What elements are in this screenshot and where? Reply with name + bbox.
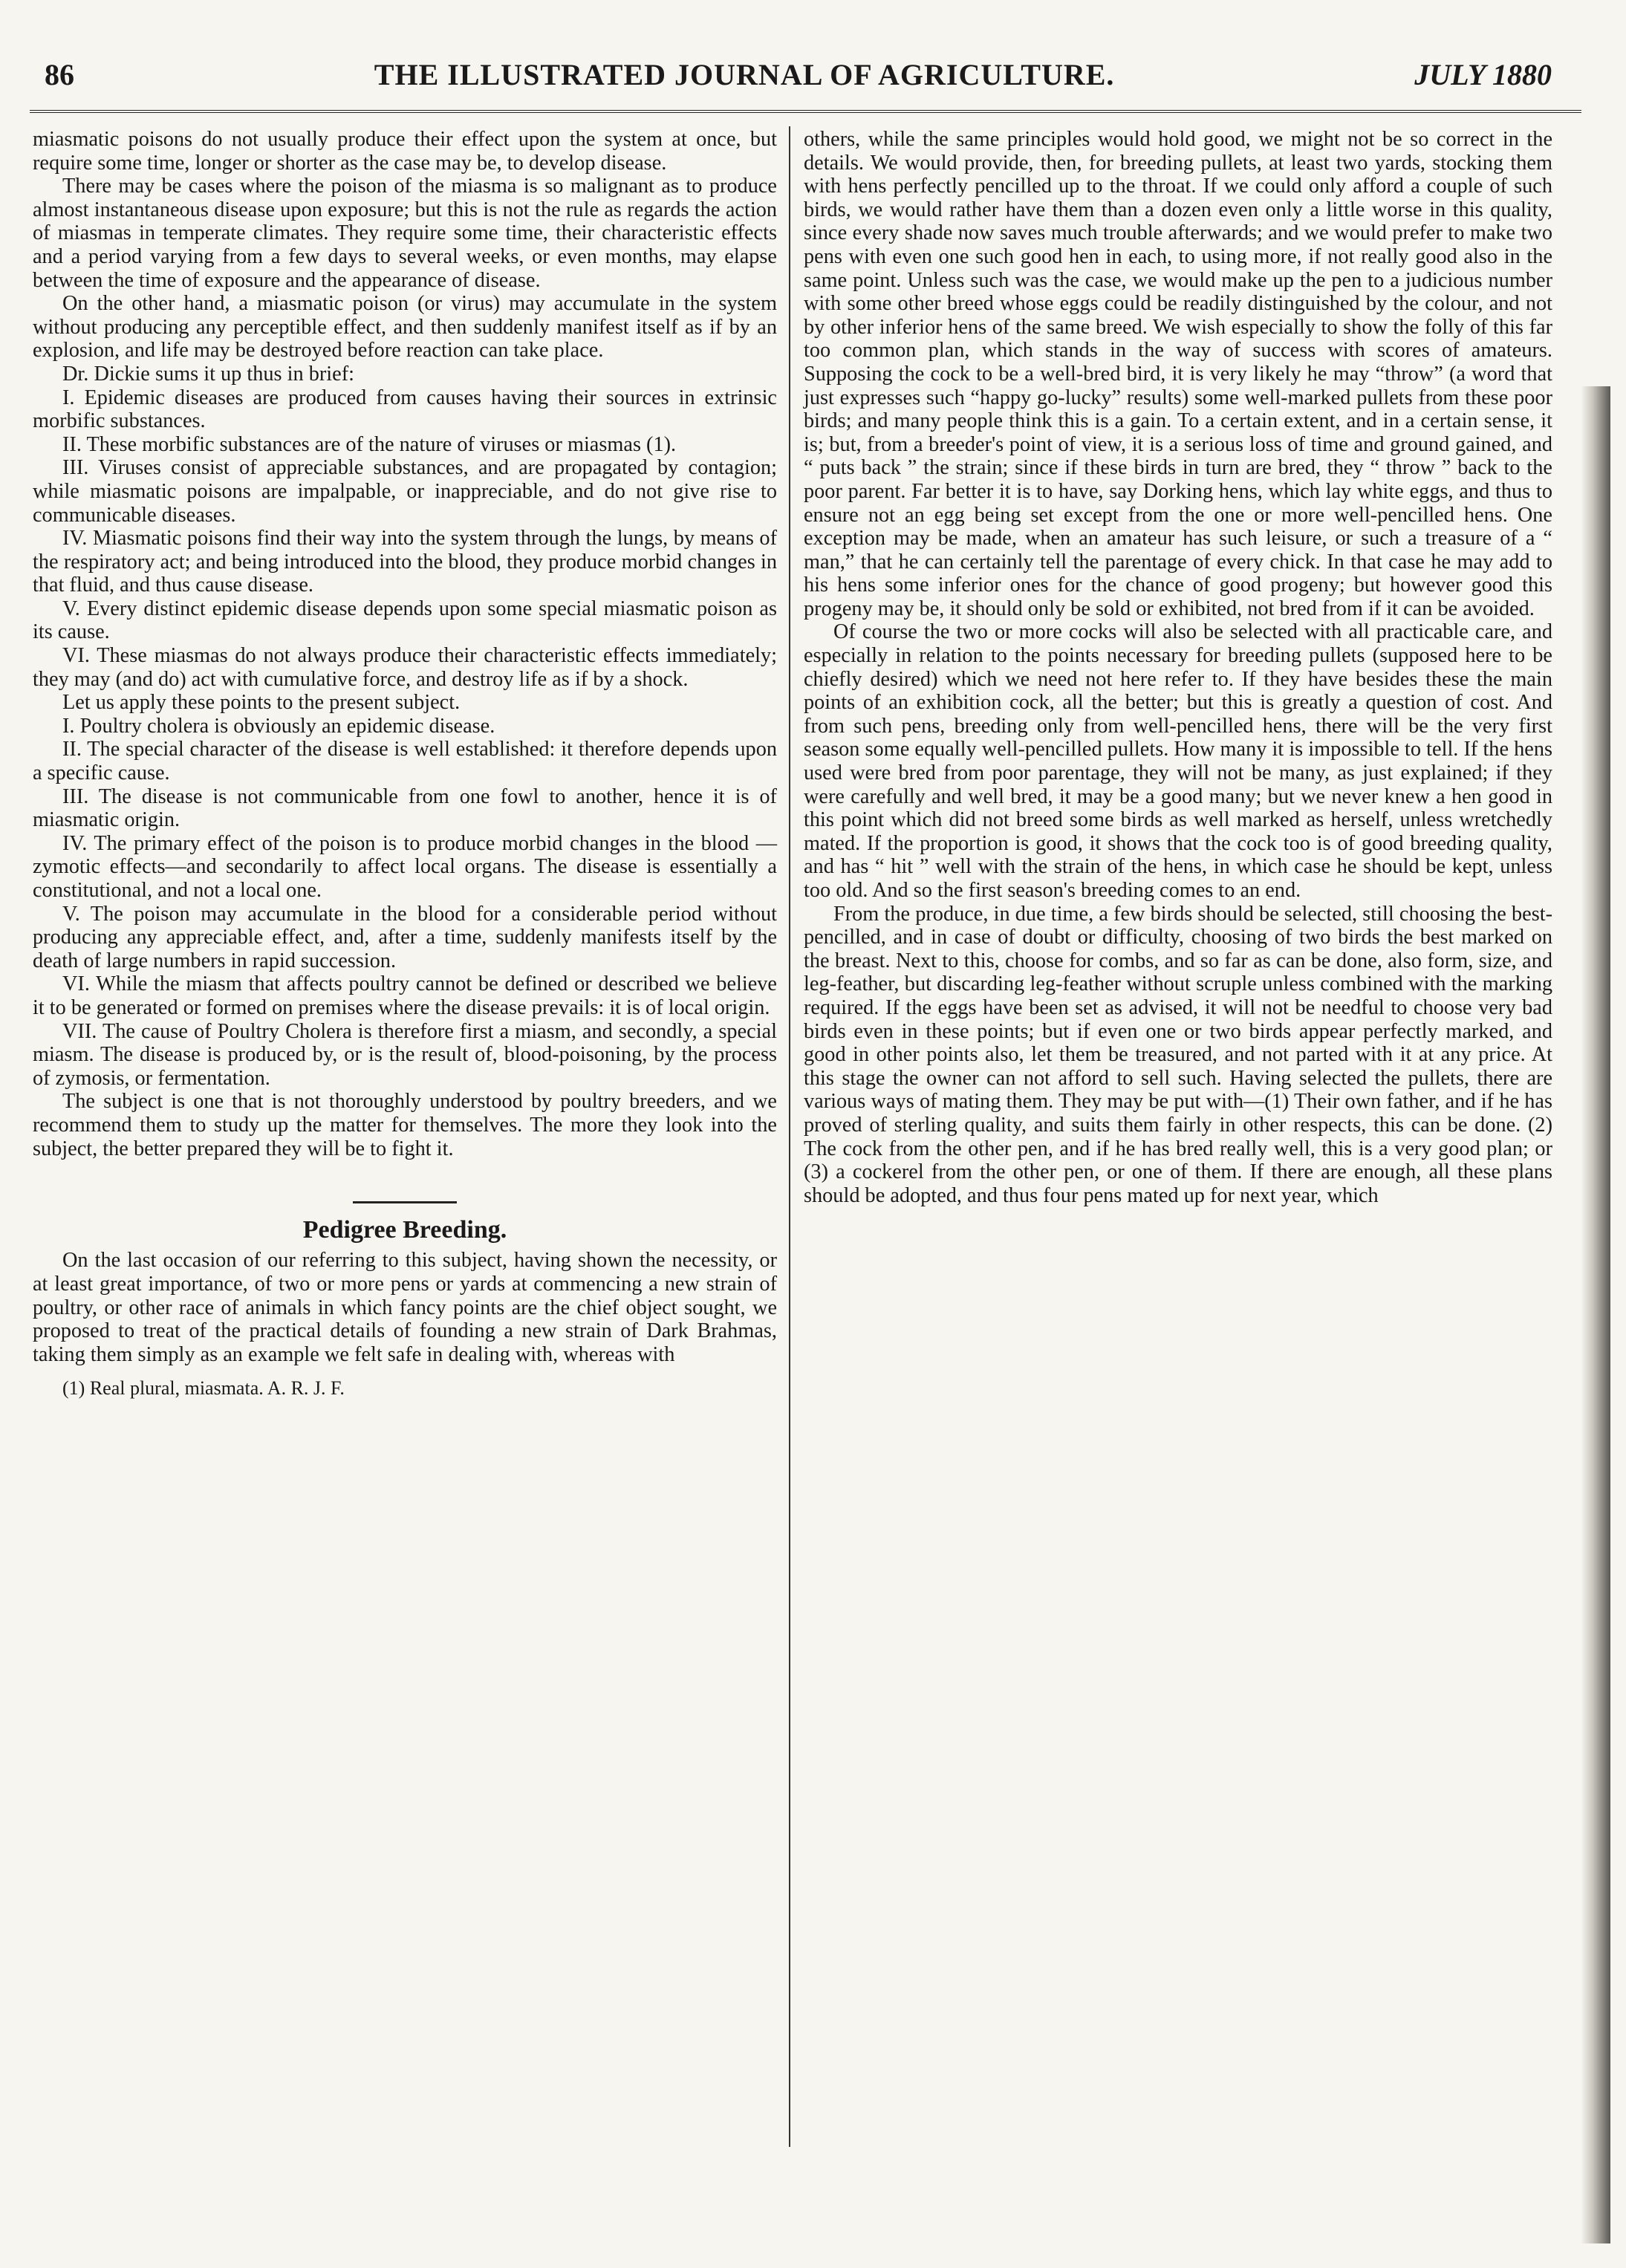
paragraph: Dr. Dickie sums it up thus in brief:: [62, 362, 354, 386]
section-divider: [33, 1186, 777, 1209]
paragraph: From the produce, in due time, a few birds should be selected, still choosing the best-pencilled, and in case of doubt or difficulty, choosing of two birds the best marked on the breast. Next to this, choose for combs, and so far as can be done, also form, size, and leg-feather, but discarding leg-feather without scruple unless combined with the marking required. If the eggs have been set as advised, it will not be needful to choose very bad birds even in these points; but if even one or two birds appear perfectly marked, and good in other points also, let them be treasured, and not parted with it at any price. At this stage the owner can not afford to sell such. Having selected the pullets, there are various ways of mating them. They may be put with—(1) Their own father, and if he has proved of sterling quality, and suits them fairly in other respects, this can be done. (2) The cock from the other pen, and if he has bred really well, this is a very good plan; or (3) a cockerel from the other pen, or one of them. If there are enough, all these plans should be adopted, and thus four pens mated up for next year, which: [804, 902, 1552, 1207]
list-item: II. The special character of the disease is well established: it therefore depends upon a specific cause.: [33, 738, 777, 785]
list-item: VII. The cause of Poultry Cholera is therefore first a miasm, and secondly, a special miasm. The disease is produced by, or is the result of, blood-poisoning, by the process of zymosis, or fermentation.: [33, 1019, 777, 1090]
list-item: IV. The primary effect of the poison is to produce morbid changes in the blood — zymotic effects—and secondarily to affect local organs. The disease is essentially a constitutional, and not a local one.: [33, 831, 777, 902]
list-item: III. The disease is not communicable from one fowl to another, hence it is of miasmatic origin.: [33, 784, 777, 832]
column-divider: [789, 126, 790, 2147]
list-item: VI. While the miasm that affects poultry cannot be defined or described we believe it to be generated or formed on premises where the disease prevails: it is of local origin.: [33, 972, 777, 1019]
list-item: II. These morbific substances are of the nature of viruses or miasmas (1).: [62, 432, 677, 456]
page-number: 86: [45, 57, 74, 91]
header-rule: [30, 110, 1581, 113]
paragraph: others, while the same principles would hold good, we might not be so correct in the details. We would provide, then, for breeding pullets, at least two yards, stocking them with hens perfectly pencilled up to the throat. If we could only afford a couple of such birds, we would rather have them than a dozen even only a little worse in this quality, since every shade now saves much trouble afterwards; and we would prefer to make two pens with even one such good hen in each, to using more, if not really good also in the same point. Unless such was the case, we would make up the pen to a judicious number with some other breed whose eggs could be readily distinguished by the colour, and not by other inferior hens of the same breed. We wish especially to show the folly of this far too common plan, which stands in the way of success with scores of amateurs. Supposing the cock to be a well-bred bird, it is very likely he may “throw” (a word that just expresses such “happy go-lucky” results) some well-marked pullets from these poor birds; and many people think this is a gain. To a certain extent, and in a certain sense, it is; but, from a breeder's point of view, it is a serious loss of time and ground gained, and “ puts back ” the strain; since if these birds in turn are bred, they “ throw ” back to the poor parent. Far better it is to have, say Dorking hens, which lay white eggs, and thus to ensure not an egg being set except from the one or more well-pencilled hens. One exception may be made, when an amateur has such leisure, or such a treasure of a “ man,” that he can certainly tell the parentage of every chick. In that case he may add to his hens some inferior ones for the chance of good progeny; but however good this progeny may be, it should only be sold or exhibited, not bred from if it can be avoided.: [804, 128, 1552, 620]
list-item: III. Viruses consist of appreciable substances, and are propagated by contagion; while miasmatic poisons are impalpable, or inappreciable, and do not give rise to communicable diseases.: [33, 456, 777, 527]
paragraph: Let us apply these points to the present subject.: [62, 691, 461, 715]
left-column: [33, 128, 777, 1400]
paragraph: There may be cases where the poison of the miasma is so malignant as to produce almost instantaneous disease upon exposure; but this is not the rule as regards the action of miasmas in temperate climates. They require some time, their characteristic effects and a period varying from a few days to several weeks, or even months, may elapse between the time of exposure and the appearance of disease.: [33, 175, 777, 292]
paragraph: The subject is one that is not thoroughly understood by poultry breeders, and we recommend them to study up the matter for themselves. The more they look into the subject, the better prepared they will be to fight it.: [33, 1090, 777, 1160]
list-item: V. Every distinct epidemic disease depends upon some special miasmatic poison as its cause.: [33, 597, 777, 644]
list-item: VI. These miasmas do not always produce their characteristic effects immediately; they may (and do) act with cumulative force, and destroy life as if by a shock.: [33, 644, 777, 691]
paragraph: miasmatic poisons do not usually produce their effect upon the system at once, but require some time, longer or shorter as the case may be, to develop disease.: [33, 128, 777, 175]
list-item: I. Epidemic diseases are produced from causes having their sources in extrinsic morbific substances.: [33, 386, 777, 433]
list-item: V. The poison may accumulate in the blood for a considerable period without producing any appreciable effect, and, after a time, suddenly manifests itself by the death of large numbers in rapid succession.: [33, 902, 777, 972]
journal-title: THE ILLUSTRATED JOURNAL OF AGRICULTURE.: [374, 57, 1115, 91]
page-header: [45, 53, 1552, 95]
list-item: IV. Miasmatic poisons find their way into the system through the lungs, by means of the respiratory act; and being introduced into the blood, they produce morbid changes in that fluid, and thus cause disease.: [33, 527, 777, 597]
footnote: (1) Real plural, miasmata. A. R. J. F.: [62, 1377, 345, 1400]
issue-date: JULY 1880: [1414, 57, 1552, 91]
right-column: [804, 128, 1552, 1207]
paragraph: On the other hand, a miasmatic poison (or virus) may accumulate in the system without producing any perceptible effect, and then suddenly manifest itself as if by an explosion, and life may be destroyed before reaction can take place.: [33, 292, 777, 363]
paragraph: Of course the two or more cocks will also be selected with all practicable care, and especially in relation to the points necessary for breeding pullets (supposed here to be chiefly desired) which we need not here refer to. If they have besides these the main points of an exhibition cock, all the better; but this is greatly a question of cost. And from such pens, breeding only from well-pencilled hens, there will be the very first season some equally well-pencilled pullets. How many it is impossible to tell. If the hens used were bred from poor parentage, they will not be many, as just explained; if they were carefully and well bred, it may be a good many; but we never knew a hen good in this point which did not breed some birds as well marked as herself, unless wretchedly mated. If the proportion is good, it shows that the cock too is of good breeding quality, and has “ hit ” well with the strain of the hens, in which case he should be kept, unless too old. And so the first season's breeding comes to an end.: [804, 620, 1552, 902]
list-item: I. Poultry cholera is obviously an epidemic disease.: [62, 714, 495, 738]
paragraph: On the last occasion of our referring to this subject, having shown the necessity, or at least great importance, of two or more pens or yards at commencing a new strain of poultry, or other race of animals in which fancy points are the chief object sought, we proposed to treat of the practical details of founding a new strain of Dark Brahmas, taking them simply as an example we felt safe in dealing with, whereas with: [33, 1249, 777, 1366]
section-title: Pedigree Breeding.: [302, 1215, 507, 1244]
page-edge-shadow: [1581, 386, 1610, 2243]
